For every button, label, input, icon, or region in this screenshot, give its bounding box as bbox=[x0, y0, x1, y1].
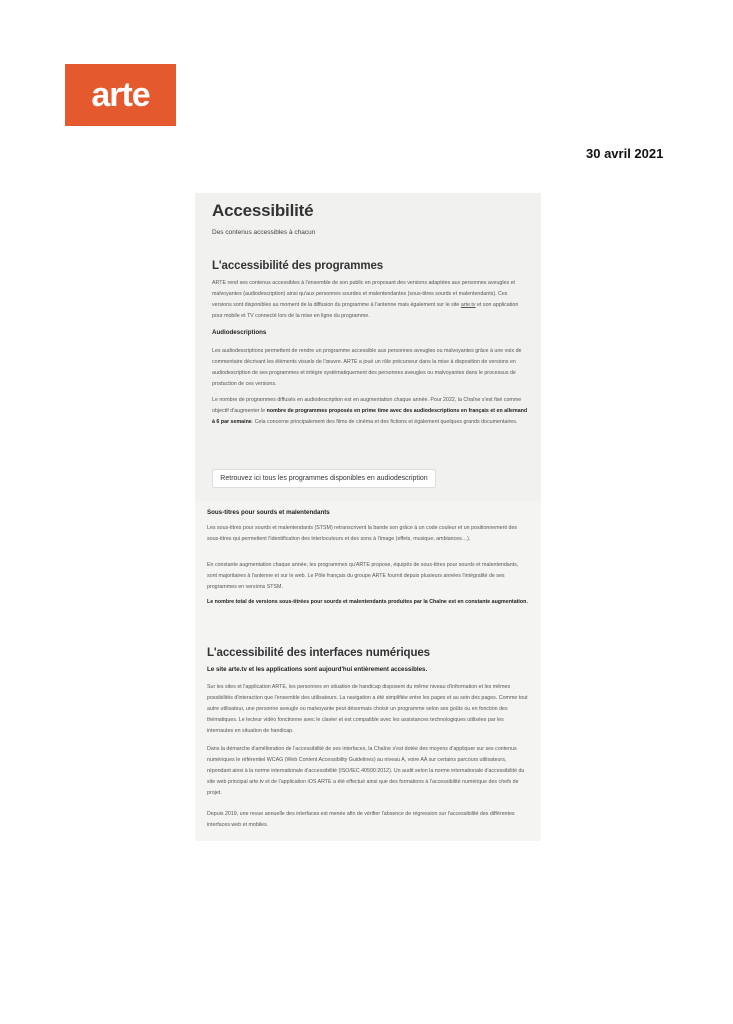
goal-text-b: . Cela concerne principalement des films de cinéma et des fictions et également quelques grands documentaires. bbox=[251, 419, 518, 425]
arte-tv-link[interactable]: arte.tv bbox=[460, 302, 476, 308]
article-bottom-panel bbox=[195, 502, 541, 841]
arte-logo bbox=[65, 64, 176, 126]
subtitles-heading: Sous-titres pour sourds et malentendants bbox=[207, 509, 330, 516]
programmes-text-b: et son application pour mobile et TV connecté lors de la mise en ligne du programme. bbox=[212, 302, 519, 319]
arte-logo-mark bbox=[65, 64, 176, 126]
goal-text-bold: nombre de programmes proposés en prime time avec des audiodescriptions en français et en allemand à 6 par semaine bbox=[212, 408, 528, 425]
audiodescriptions-paragraph: Les audiodescriptions permettent de rendre un programme accessible aux personnes aveugles ou malvoyantes grâce à une voix de commentaire décrivant les éléments visuels de l'œuvre. ARTE a joué un rôle précurseur dans la mise à disposition de versions en audiodescription de ses programmes et intègre systématiquement des personnes aveugles ou malvoyantes dans le processus de production de ces versions. bbox=[212, 348, 522, 387]
page-lead: Des contenus accessibles à chacun bbox=[212, 229, 316, 236]
document-date: 30 avril 2021 bbox=[586, 146, 664, 161]
audiodescriptions-goal-paragraph bbox=[212, 395, 528, 428]
interfaces-subheading: Le site arte.tv et les applications sont aujourd'hui entièrement accessibles. bbox=[207, 666, 428, 673]
programmes-paragraph bbox=[212, 278, 528, 322]
goal-text-a: Le nombre de programmes diffusés en audiodescription est en augmentation chaque année. Pour 2022, la Chaîne s'est fixé comme objectif d'augmenter le bbox=[212, 397, 522, 414]
arte-logo-text: arte bbox=[91, 76, 150, 114]
subtitles-paragraph-1: Les sous-titres pour sourds et malentendants (STSM) retranscrivent la bande son grâce à un code couleur et un positionnement des sous-titres qui permettent l'identification des interlocuteurs et des sons à l'image (effets, musique, ambiances…). bbox=[207, 525, 518, 542]
audiodescriptions-heading: Audiodescriptions bbox=[212, 329, 267, 336]
interfaces-paragraph-2: Dans la démarche d'amélioration de l'accessibilité de ses interfaces, la Chaîne s'est dotée des moyens d'appliquer sur ses contenus numériques le référentiel WCAG (Web Content Accessibility Guidelines) au niveau A, voire AA sur certains parcours utilisateurs, répondant ainsi à la norme internationale d'accessibilité (ISO/IEC 40500:2012). Un audit selon la norme internationale d'accessibilité du site web principal arte.tv et de l'application iOS ARTE a été effectué ainsi que des formations à l'accessibilité numérique des chefs de projet. bbox=[207, 746, 525, 796]
subtitles-paragraph-3: Le nombre total de versions sous-titrées pour sourds et malentendants produites par la Chaîne est en constante augmentation. bbox=[207, 599, 528, 605]
section-heading-interfaces: L'accessibilité des interfaces numériques bbox=[207, 647, 430, 659]
article-screenshot bbox=[195, 193, 541, 841]
audiodescription-programmes-button[interactable]: Retrouvez ici tous les programmes disponibles en audiodescription bbox=[212, 469, 436, 488]
programmes-text-a: ARTE rend ses contenus accessibles à l'ensemble de son public en proposant des versions adaptées aux personnes aveugles et malvoyantes (audiodescription) ainsi qu'aux personnes sourdes et malentendantes (sous-titres sourds et malentendants). Ces versions sont disponibles au moment de la diffusion du programme à l'antenne mais également sur le site bbox=[212, 280, 516, 308]
page-title: Accessibilité bbox=[212, 201, 314, 220]
section-heading-programmes: L'accessibilité des programmes bbox=[212, 260, 384, 272]
article-top-panel bbox=[195, 193, 541, 502]
subtitles-paragraph-2: En constante augmentation chaque année, les programmes qu'ARTE propose, équipés de sous-titres pour sourds et malentendants, sont majoritaires à l'antenne et sur le web. Le Pôle français du groupe ARTE fournit depuis plusieurs années l'intégralité de ses programmes en versions STSM. bbox=[207, 562, 519, 590]
interfaces-paragraph-3: Depuis 2019, une revue annuelle des interfaces est menée afin de vérifier l'absence de régression sur l'accessibilité des différentes interfaces web et mobiles. bbox=[207, 811, 515, 828]
interfaces-paragraph-1: Sur les sites et l'application ARTE, les personnes en situation de handicap disposent du même niveau d'information et les mêmes possibilités d'interaction que l'ensemble des utilisateurs. La navigation a été simplifiée entre les pages et au sein des pages. Comme tout autre utilisateur, une personne aveugle ou malvoyante peut désormais choisir un programme selon ses goûts ou en fonction des thématiques. Le lecteur vidéo fonctionne avec le clavier et est compatible avec les assistances technologiques utilisées par les internautes en situation de handicap. bbox=[207, 684, 528, 734]
